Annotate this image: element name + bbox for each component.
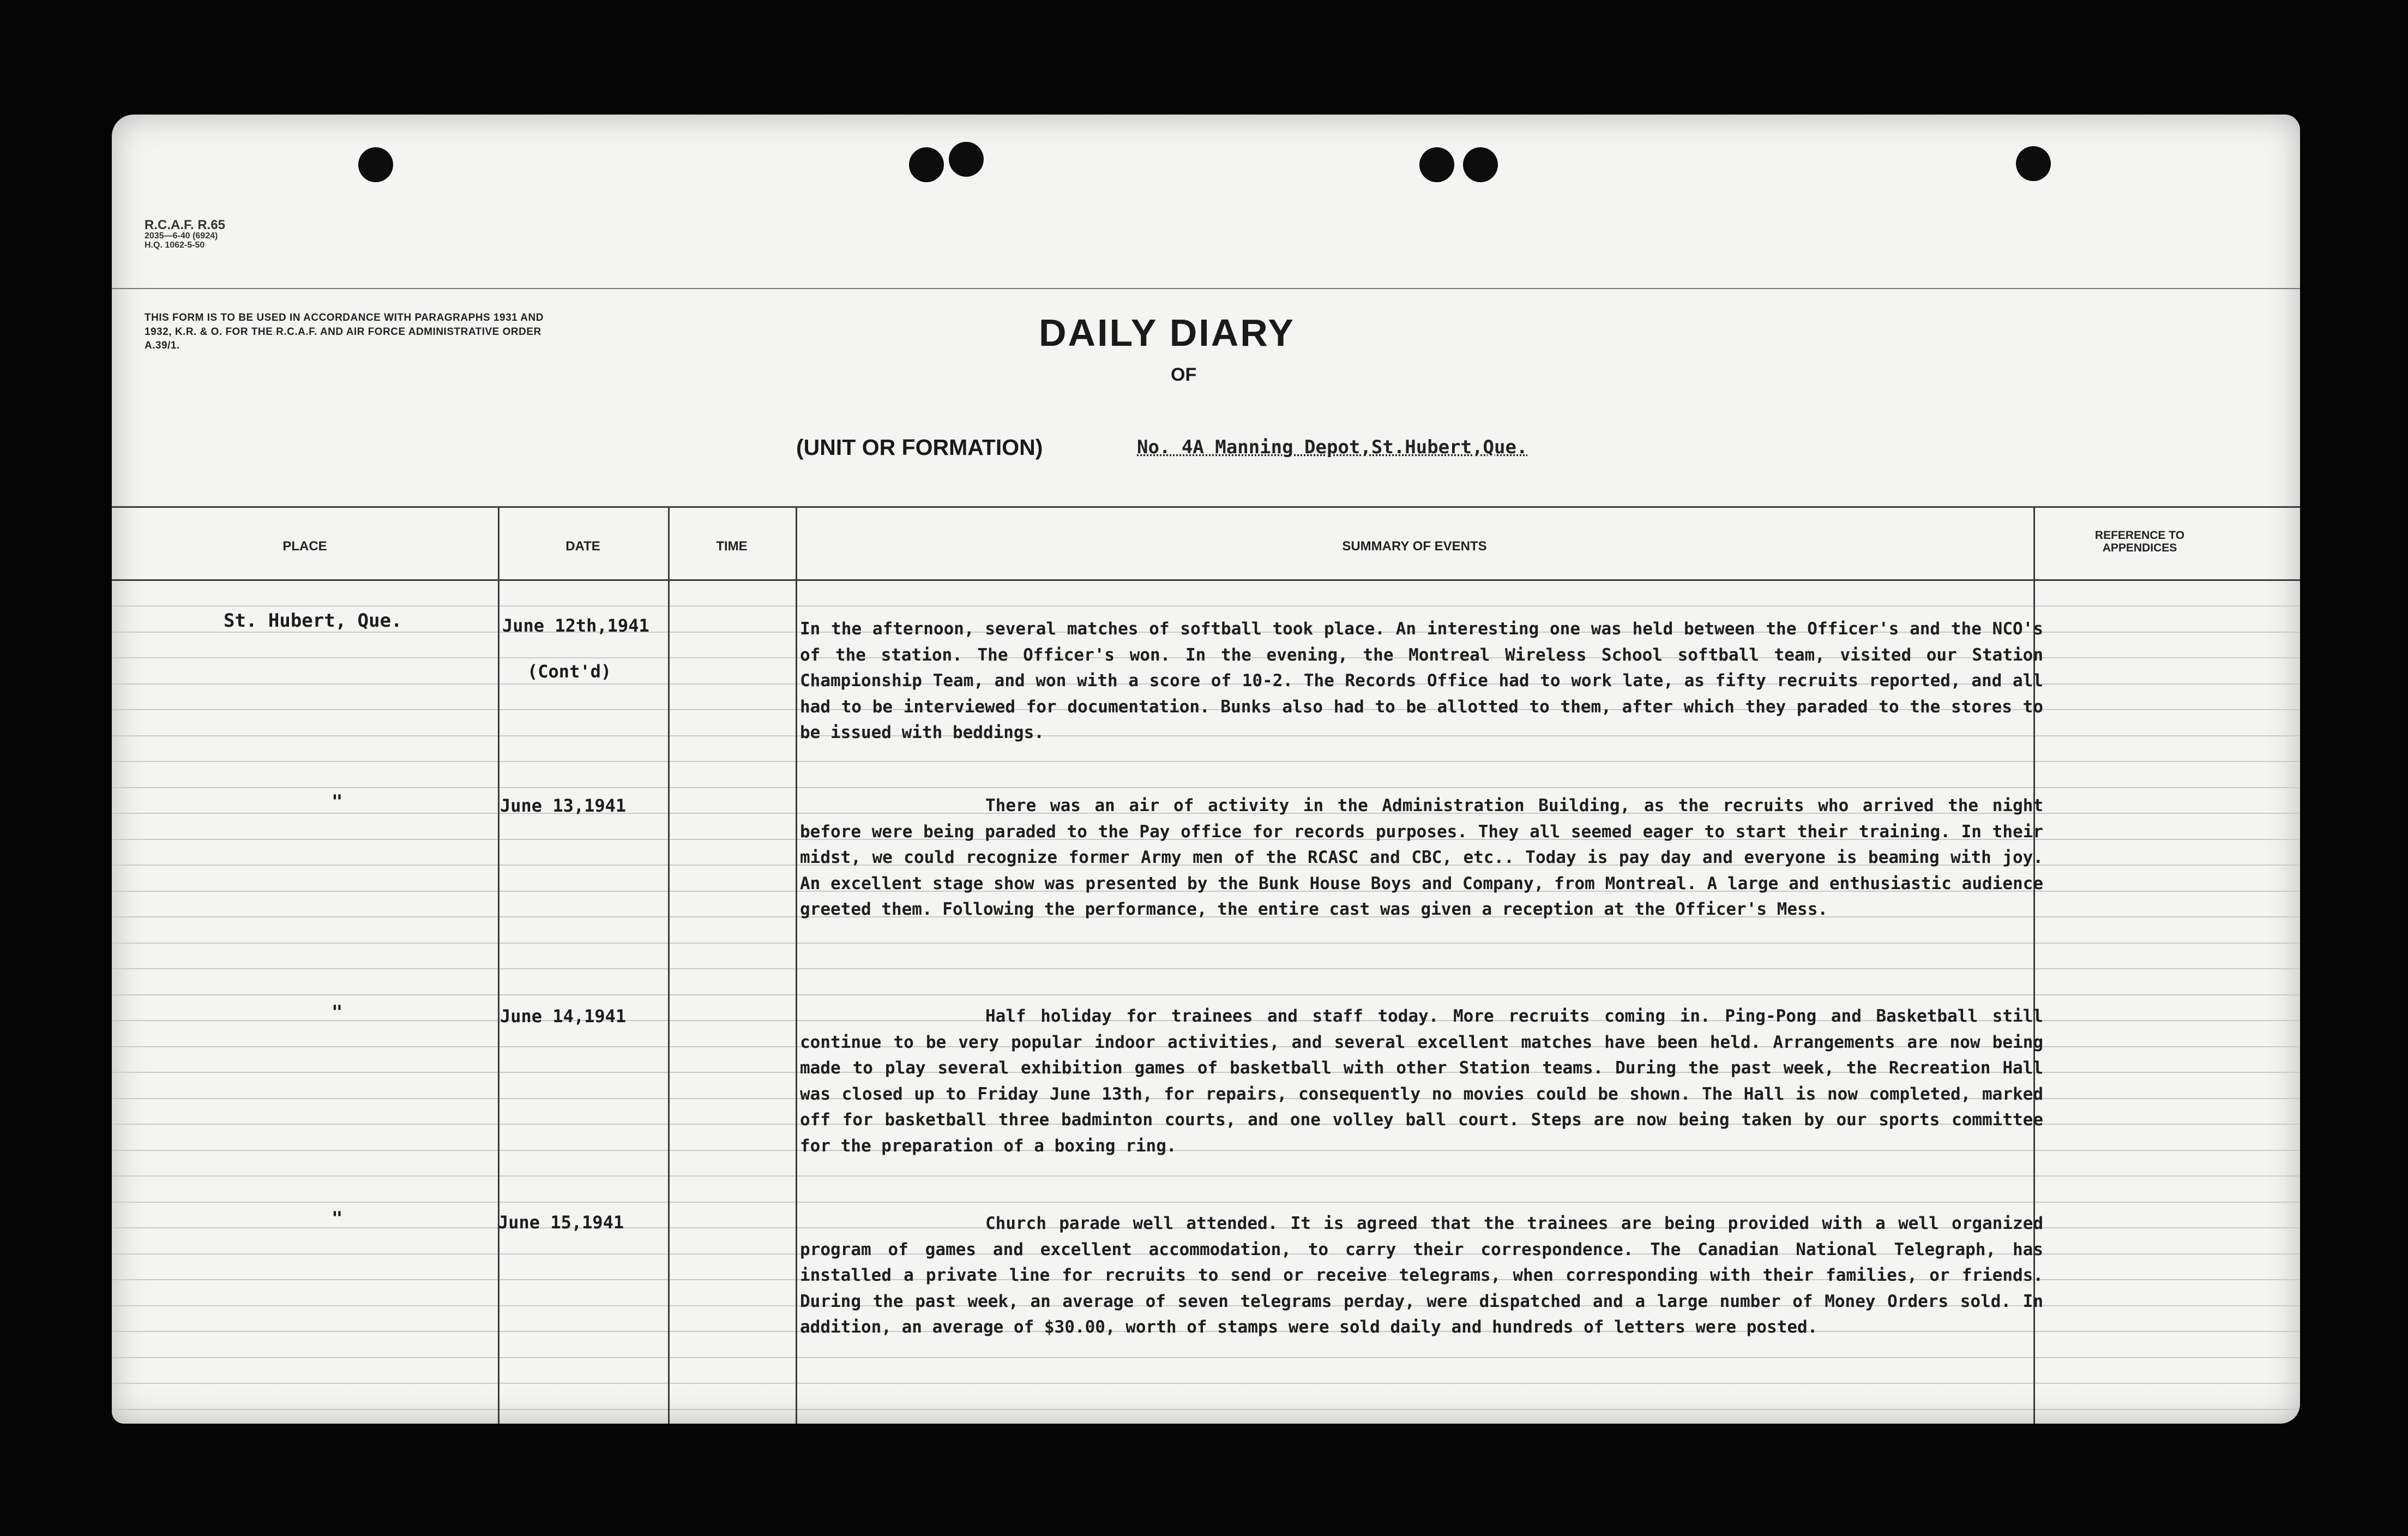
ruled-line [112,1175,2300,1177]
entry-place: " [332,1001,343,1023]
form-reference [145,218,225,250]
entry-date-note: (Cont'd) [527,661,612,682]
ruled-line [112,1383,2300,1384]
header-divider [112,288,2300,289]
ruled-line [112,968,2300,969]
entry-date: June 12th,1941 [502,615,649,636]
column-divider [796,506,797,1424]
ruled-line [112,761,2300,762]
column-header-place: PLACE [282,539,327,554]
entry-place: " [332,1208,343,1229]
column-divider [498,506,499,1424]
entry-summary: There was an air of activity in the Administration Building, as the recruits who arrived the night before were being paraded to the Pay office for records purposes. They all seemed eager to start their training. In their midst, we could recognize former Army men of the RCASC and CBC, etc.. Today is pay day and everyone is beaming with joy. An excellent stage show was presented by the Bunk House Boys and Company, from Montreal. A large and enthusiastic audience greeted them. Following the performance, the entire cast was given a reception at the Officer's Mess. [800,796,2043,919]
entry-date: June 15,1941 [498,1212,624,1233]
column-header-date: DATE [565,539,600,554]
ruled-line [112,994,2300,995]
entry-place: " [332,791,343,813]
form-print-code: 2035—6-40 (6924) [145,231,218,241]
punch-hole [2016,146,2051,181]
entry-summary: Half holiday for trainees and staff today. More recruits coming in. Ping-Pong and Basketball still continue to be very popular indoor activities, and several excellent matches have been held. Arrangements are now being made to play several exhibition games of basketball with other Station teams. During the past week, the Recreation Hall was closed up to Friday June 13th, for repairs, consequently no movies could be shown. The Hall is now completed, marked off for basketball three badminton courts, and one volley ball court. Steps are now being taken by our sports committee for the preparation of a boxing ring. [800,1006,2043,1156]
ruled-line [112,605,2300,607]
punch-hole [1419,147,1454,182]
entry-date: June 14,1941 [500,1006,627,1027]
entry-summary: In the afternoon, several matches of softball took place. An interesting one was held between the Officer's and the NCO's of the station. The Officer's won. In the evening, the Montreal Wireless School softball team, visited our Station Championship Team, and won with a score of 10-2. The Records Office had to work late, as fifty recruits reported, and all had to be interviewed for documentation. Bunks also had to be allotted to them, after which they paraded to the stores to be issued with beddings. [800,619,2043,742]
ruled-line [112,1357,2300,1358]
diary-sheet [112,115,2300,1424]
column-header-summary: SUMMARY OF EVENTS [1342,539,1487,554]
ruled-line [112,1202,2300,1203]
unit-label: (UNIT OR FORMATION) [796,435,1043,460]
punch-hole [1463,147,1498,182]
entry-place: St. Hubert, Que. [224,610,402,632]
form-hq-code: H.Q. 1062-5-50 [145,240,205,250]
column-divider [668,506,670,1424]
entry-summary: Church parade well attended. It is agreed that the trainees are being provided with a well organized program of games and excellent accommodation, to carry their correspondence. The Canadian National Telegraph, has installed a private line for recruits to send or receive telegrams, when corresponding with their families, or friends. During the past week, an average of seven telegrams perday, were dispatched and a large number of Money Orders sold. In addition, an average of $30.00, worth of stamps were sold daily and hundreds of letters were posted. [800,1214,2043,1337]
unit-value: No. 4A Manning Depot,St.Hubert,Que. [1137,436,1528,458]
punch-hole [909,147,944,182]
ruled-line [112,1409,2300,1410]
punch-hole [949,142,984,177]
column-header-time: TIME [716,539,748,554]
column-header-reference: REFERENCE TO APPENDICES [2094,529,2185,555]
punch-hole [358,147,393,182]
table-header-border [112,579,2300,581]
form-number: R.C.A.F. R.65 [145,218,226,232]
form-instructions: THIS FORM IS TO BE USED IN ACCORDANCE WITH PARAGRAPHS 1931 AND 1932, K.R. & O. FOR THE R.C.A.F. AND AIR FORCE ADMINISTRATIVE ORDER A.39/1. [145,312,544,352]
entry-date: June 13,1941 [500,795,627,816]
ruled-line [112,943,2300,944]
table-top-border [112,506,2300,508]
title-of: OF [1171,364,1197,385]
page-title: DAILY DIARY [1039,311,1295,354]
ruled-line [112,787,2300,788]
